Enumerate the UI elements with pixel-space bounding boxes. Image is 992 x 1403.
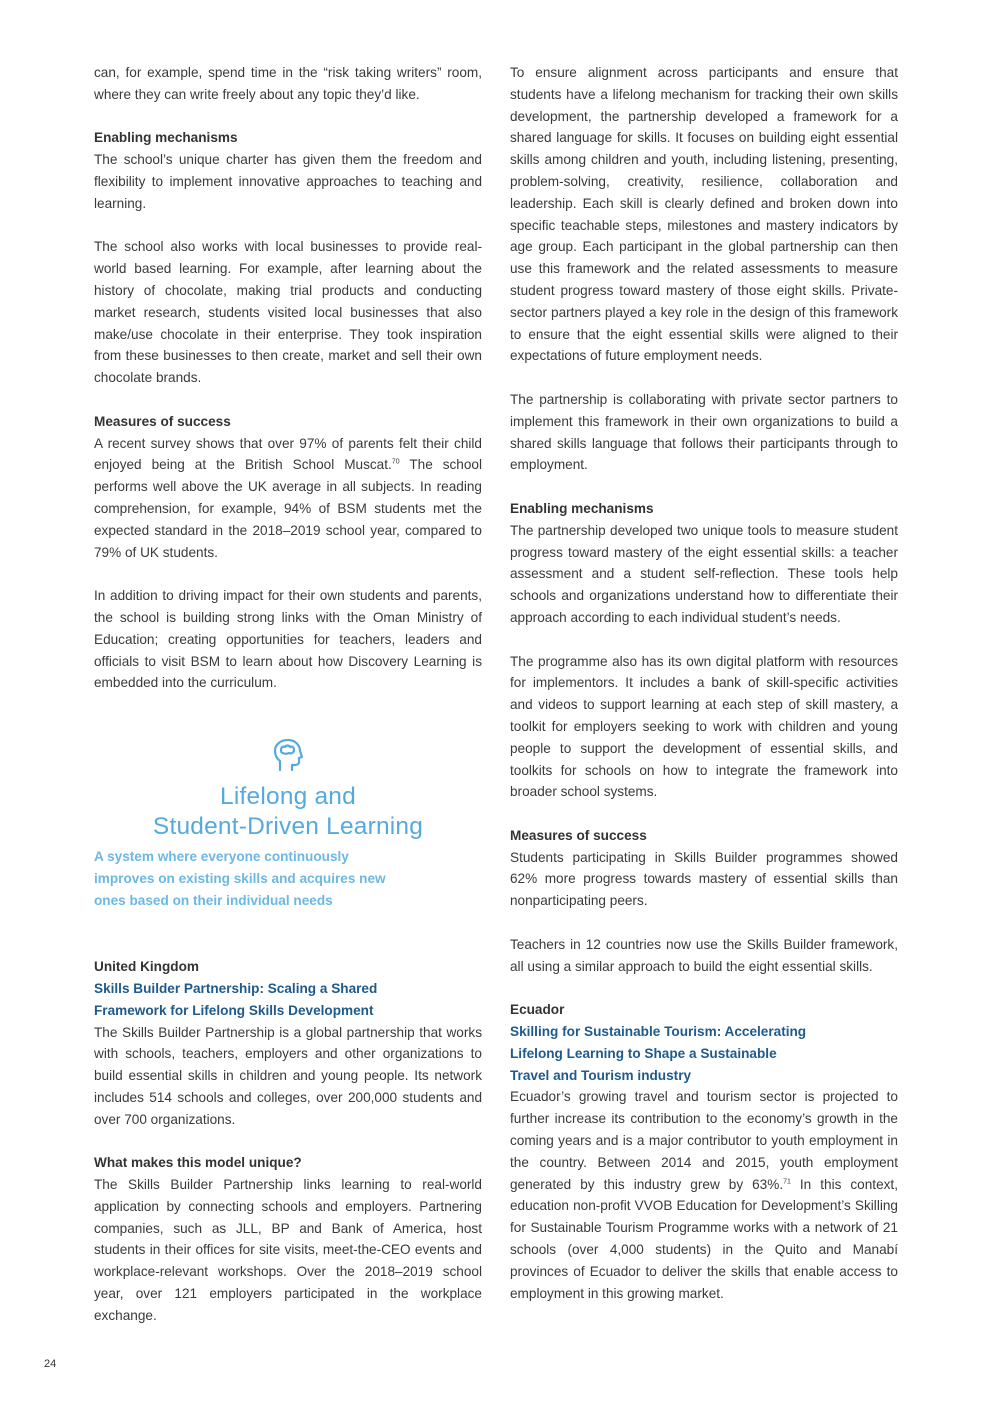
- paragraph-measures-2: In addition to driving impact for their own students and parents, the school is building strong links with the Oman Ministry of Education; creating opportunities for teachers, leaders and officials to visit BSM to learn about how Discovery Learning is embedded into the curriculum.: [94, 588, 482, 691]
- section-feature-lifelong-learning: [94, 736, 482, 912]
- measures-text-a: A recent survey shows that over 97% of parents felt their child enjoyed being at the British School Muscat.: [94, 435, 482, 473]
- footnote-ref-70[interactable]: 70: [391, 458, 400, 466]
- tagline-line-3: ones based on their individual needs: [94, 893, 333, 909]
- ecuador-text-b: In this context, education non-profit VVOB Education for Development’s Skilling for Sustainable Tourism Programme works with a network of 21 schools (over 4,000 students) in the Quito and Manabí provinces of Ecuador to deliver the skills that enable access to employment in this growing market.: [510, 1176, 898, 1301]
- page-number: 24: [44, 1358, 57, 1370]
- heading-model-unique: What makes this model unique?: [94, 1155, 302, 1171]
- ecuador-text-a: Ecuador’s growing travel and tourism sector is projected to further increase its contribution to the economy’s growth in the coming years and is a major contributor to youth employment in the country. Between 2014 and 2015, youth employment generated by this industry grew by 63%.: [510, 1089, 898, 1192]
- case-title-skills-builder: [94, 978, 482, 1022]
- paragraph-enabling-1: The school’s unique charter has given them the freedom and flexibility to implement innovative approaches to teaching and learning.: [94, 152, 482, 211]
- paragraph-progress: Students participating in Skills Builder programmes showed 62% more progress towards mastery of essential skills than nonparticipating peers.: [510, 849, 898, 909]
- paragraph-collaboration: The partnership is collaborating with private sector partners to implement this framework in their own organizations to build a shared skills language that follows their participants through to employment.: [510, 391, 898, 473]
- country-united-kingdom: United Kingdom: [94, 959, 199, 975]
- case-title-line-1: Skills Builder Partnership: Scaling a Shared: [94, 980, 378, 996]
- ec-title-line-3: Travel and Tourism industry: [510, 1067, 692, 1083]
- ec-title-line-2: Lifelong Learning to Shape a Sustainable: [510, 1045, 777, 1061]
- heading-enabling-mechanisms: Enabling mechanisms: [94, 130, 238, 146]
- country-ecuador: Ecuador: [510, 1002, 565, 1018]
- feature-tagline: [94, 846, 482, 912]
- paragraph-intro: can, for example, spend time in the “risk taking writers” room, where they can write freely about any topic they’d like.: [94, 65, 482, 102]
- heading-measures-of-success-2: Measures of success: [510, 827, 647, 843]
- heading-enabling-mechanisms-2: Enabling mechanisms: [510, 500, 654, 516]
- feature-title-line-2: Student-Driven Learning: [152, 813, 424, 841]
- left-column: [94, 62, 482, 1327]
- paragraph-teachers: Teachers in 12 countries now use the Skills Builder framework, all using a similar approach to build the eight essential skills.: [510, 936, 898, 974]
- paragraph-alignment: To ensure alignment across participants and ensure that students have a lifelong mechanism for tracking their own skills development, the partnership developed a framework for a shared language for skills. It focuses on building eight essential skills among children and youth, including listening, presenting, problem-solving, creativity, resilience, collaboration and leadership. Each skill is clearly defined and broken down into specific teachable steps, milestones and mastery indicators by age group. Each participant in the global partnership can then use this framework and the related assessments to measure student progress toward mastery of those eight skills. Private-sector partners played a key role in the design of this framework to ensure that the eight essential skills were aligned to their expectations of future employment needs.: [510, 65, 898, 364]
- tagline-line-2: improves on existing skills and acquires new: [94, 871, 386, 887]
- paragraph-ecuador: [510, 1086, 898, 1304]
- right-column: [510, 62, 898, 1304]
- case-title-line-2: Framework for Lifelong Skills Development: [94, 1002, 374, 1018]
- feature-title-line-1: Lifelong and: [220, 783, 356, 811]
- paragraph-enabling-2: The school also works with local businesses to provide real-world based learning. For example, after learning about the history of chocolate, making trial products and conducting market research, students visited local businesses that also make/use chocolate in their enterprise. They took inspiration from these businesses to then create, market and sell their own chocolate brands.: [94, 239, 482, 386]
- lightbulb-head-icon: [268, 736, 308, 776]
- paragraph-enabling-tools: The partnership developed two unique tools to measure student progress toward mastery of the eight essential skills: a teacher assessment and a student self-reflection. These tools help schools and organizations understand how to differentiate their approach according to each individual student’s needs.: [510, 522, 898, 625]
- feature-title: [94, 782, 482, 842]
- measures-text-b: The school performs well above the UK average in all subjects. In reading comprehension, for example, 94% of BSM students met the expected standard in the 2018–2019 school year, compared to 79% of UK students.: [94, 457, 483, 560]
- heading-measures-of-success: Measures of success: [94, 413, 231, 429]
- paragraph-measures-1: [94, 433, 482, 564]
- tagline-line-1: A system where everyone continuously: [94, 849, 349, 865]
- case-title-sustainable-tourism: [510, 1021, 898, 1086]
- paragraph-uk-intro: The Skills Builder Partnership is a global partnership that works with schools, teachers, employers and other organizations to build essential skills in children and young people. Its network includes 514 schools and colleges, over 200,000 students and over 700 organizations.: [94, 1024, 482, 1127]
- paragraph-model-unique: The Skills Builder Partnership links learning to real-world application by connecting schools and employers. Partnering companies, such as JLL, BP and Bank of America, host students in their offices for site visits, meet-the-CEO events and workplace-relevant workshops. Over the 2018–2019 school year, over 121 employers participated in the workplace exchange.: [94, 1177, 482, 1323]
- footnote-ref-71[interactable]: 71: [783, 1178, 791, 1186]
- ec-title-line-1: Skilling for Sustainable Tourism: Accelerating: [510, 1024, 807, 1040]
- paragraph-digital-platform: The programme also has its own digital platform with resources for implementors. It includes a bank of skill-specific activities and videos to support learning at each step of skill mastery, a toolkit for employers seeking to work with children and young people to support the development of essential skills, and toolkits for schools on how to integrate the framework into broader school systems.: [510, 653, 898, 800]
